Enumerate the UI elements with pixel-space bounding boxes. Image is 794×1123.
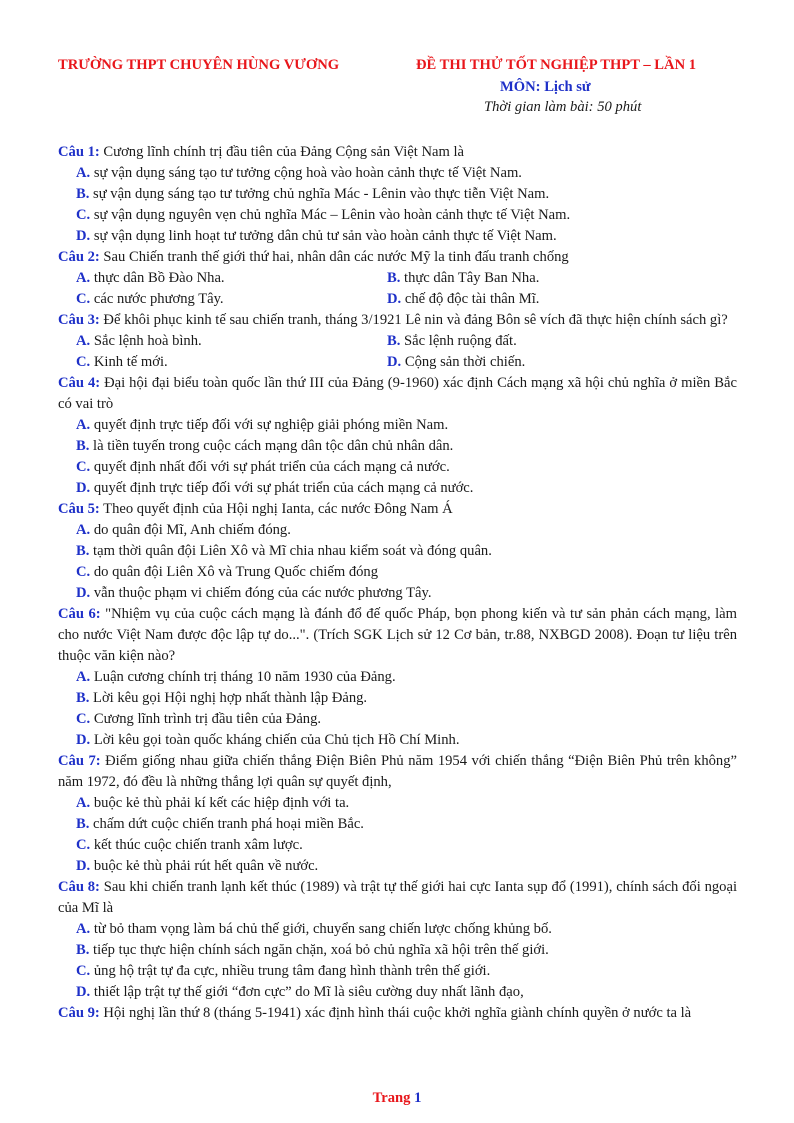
question-text: Câu 5: Theo quyết định của Hội nghị Ianta, các nước Đông Nam Á — [58, 501, 453, 517]
answer-option: A. Sắc lệnh hoà bình. — [76, 333, 202, 349]
answer-option: A. Luận cương chính trị tháng 10 năm 1930 của Đảng. — [76, 669, 396, 685]
answer-option: C. ủng hộ trật tự đa cực, nhiều trung tâm đang hình thành trên thế giới. — [76, 963, 491, 979]
answer-option: A. sự vận dụng sáng tạo tư tưởng cộng hoà vào hoàn cảnh thực tế Việt Nam. — [76, 165, 522, 181]
answer-option: D. vẫn thuộc phạm vi chiếm đóng của các nước phương Tây. — [76, 585, 432, 601]
page-footer — [0, 1090, 794, 1107]
question-text: Câu 6: "Nhiệm vụ của cuộc cách mạng là đánh đổ đế quốc Pháp, bọn phong kiến và tư sản phản cách mạng, làm cho nước Việt Nam được độc lập tự do...". (Trích SGK Lịch sử 12 Cơ bản, tr.88, NXBGD 2008). Đoạn tư liệu trên thuộc văn kiện nào? — [58, 606, 737, 664]
answer-option: B. là tiền tuyến trong cuộc cách mạng dân tộc dân chủ nhân dân. — [76, 438, 454, 454]
answer-option: C. do quân đội Liên Xô và Trung Quốc chiếm đóng — [76, 564, 379, 580]
answer-row — [58, 268, 737, 289]
answer-row — [58, 352, 737, 373]
answer-option: D. sự vận dụng linh hoạt tư tưởng dân chủ tư sản vào hoàn cảnh thực tế Việt Nam. — [76, 228, 557, 244]
answer-option: A. quyết định trực tiếp đối với sự nghiệp giải phóng miền Nam. — [76, 417, 449, 433]
question-text: Câu 1: Cương lĩnh chính trị đầu tiên của Đảng Cộng sản Việt Nam là — [58, 144, 465, 160]
answer-option: A. từ bỏ tham vọng làm bá chủ thế giới, chuyển sang chiến lược chống khủng bố. — [76, 921, 552, 937]
question-label: Câu 5: — [58, 501, 100, 517]
answer-option: B. Lời kêu gọi Hội nghị hợp nhất thành lập Đảng. — [76, 690, 368, 706]
answer-option: D. quyết định trực tiếp đối với sự phát triển của cách mạng cả nước. — [76, 480, 474, 496]
question-text: Câu 9: Hội nghị lần thứ 8 (tháng 5-1941) xác định hình thái cuộc khởi nghĩa giành chính quyền ở nước ta là — [58, 1005, 692, 1021]
subject-value: Lịch sử — [544, 79, 591, 95]
answer-option: D. chế độ độc tài thân Mĩ. — [387, 291, 540, 307]
answer-option: B. Sắc lệnh ruộng đất. — [387, 333, 517, 349]
question-text: Câu 4: Đại hội đại biểu toàn quốc lần thứ III của Đảng (9-1960) xác định Cách mạng xã hội chủ nghĩa ở miền Bắc có vai trò — [58, 375, 737, 412]
question-text: Câu 3: Để khôi phục kinh tế sau chiến tranh, tháng 3/1921 Lê nin và đảng Bôn sê vích đã thực hiện chính sách gì? — [58, 312, 728, 328]
answer-option: A. buộc kẻ thù phải kí kết các hiệp định với ta. — [76, 795, 350, 811]
school-name: TRƯỜNG THPT CHUYÊN HÙNG VƯƠNG — [58, 57, 340, 73]
answer-option: B. tiếp tục thực hiện chính sách ngăn chặn, xoá bỏ chủ nghĩa xã hội trên thế giới. — [76, 942, 549, 958]
page-number: 1 — [414, 1090, 422, 1106]
answer-option: D. Lời kêu gọi toàn quốc kháng chiến của Chủ tịch Hồ Chí Minh. — [76, 732, 460, 748]
answer-option: B. sự vận dụng sáng tạo tư tưởng chủ nghĩa Mác - Lênin vào thực tiễn Việt Nam. — [76, 186, 550, 202]
answer-option: D. Cộng sản thời chiến. — [387, 354, 526, 370]
answer-option: C. sự vận dụng nguyên vẹn chủ nghĩa Mác – Lênin vào hoàn cảnh thực tế Việt Nam. — [76, 207, 571, 223]
question-label: Câu 8: — [58, 879, 100, 895]
subject-label: MÔN: — [500, 79, 541, 95]
question-label: Câu 4: — [58, 375, 101, 391]
answer-row — [58, 331, 737, 352]
answer-option: B. tạm thời quân đội Liên Xô và Mĩ chia nhau kiểm soát và đóng quân. — [76, 543, 492, 559]
question-label: Câu 2: — [58, 249, 100, 265]
answer-option: C. kết thúc cuộc chiến tranh xâm lược. — [76, 837, 303, 853]
exam-time: Thời gian làm bài: 50 phút — [484, 99, 642, 115]
question-text: Câu 2: Sau Chiến tranh thế giới thứ hai, nhân dân các nước Mỹ la tinh đấu tranh chống — [58, 249, 569, 265]
question-label: Câu 6: — [58, 606, 101, 622]
question-text: Câu 8: Sau khi chiến tranh lạnh kết thúc (1989) và trật tự thế giới hai cực Ianta sụp đổ (1991), chính sách đối ngoại của Mĩ là — [58, 879, 737, 916]
question-label: Câu 9: — [58, 1005, 100, 1021]
subject-line — [500, 79, 591, 96]
answer-option: A. do quân đội Mĩ, Anh chiếm đóng. — [76, 522, 291, 538]
answer-option: C. Kinh tế mới. — [76, 354, 168, 370]
question-list — [58, 142, 737, 1024]
answer-option: C. Cương lĩnh trình trị đầu tiên của Đảng. — [76, 711, 322, 727]
answer-option: A. thực dân Bồ Đào Nha. — [76, 270, 225, 286]
answer-option: C. quyết định nhất đối với sự phát triển của cách mạng cả nước. — [76, 459, 450, 475]
question-label: Câu 1: — [58, 144, 100, 160]
answer-option: D. thiết lập trật tự thế giới “đơn cực” do Mĩ là siêu cường duy nhất lãnh đạo, — [76, 984, 524, 1000]
question-text: Câu 7: Điểm giống nhau giữa chiến thắng Điện Biên Phủ năm 1954 với chiến thắng “Điện Biên Phủ trên không” năm 1972, đó đều là những thắng lợi quân sự quyết định, — [58, 753, 737, 790]
answer-option: B. thực dân Tây Ban Nha. — [387, 270, 540, 286]
answer-option: D. buộc kẻ thù phải rút hết quân về nước. — [76, 858, 319, 874]
answer-row — [58, 289, 737, 310]
page-label: Trang — [372, 1090, 411, 1106]
question-label: Câu 3: — [58, 312, 100, 328]
answer-option: C. các nước phương Tây. — [76, 291, 224, 307]
question-label: Câu 7: — [58, 753, 101, 769]
exam-title: ĐỀ THI THỬ TỐT NGHIỆP THPT – LẦN 1 — [416, 57, 697, 73]
answer-option: B. chấm dứt cuộc chiến tranh phá hoại miền Bắc. — [76, 816, 364, 832]
